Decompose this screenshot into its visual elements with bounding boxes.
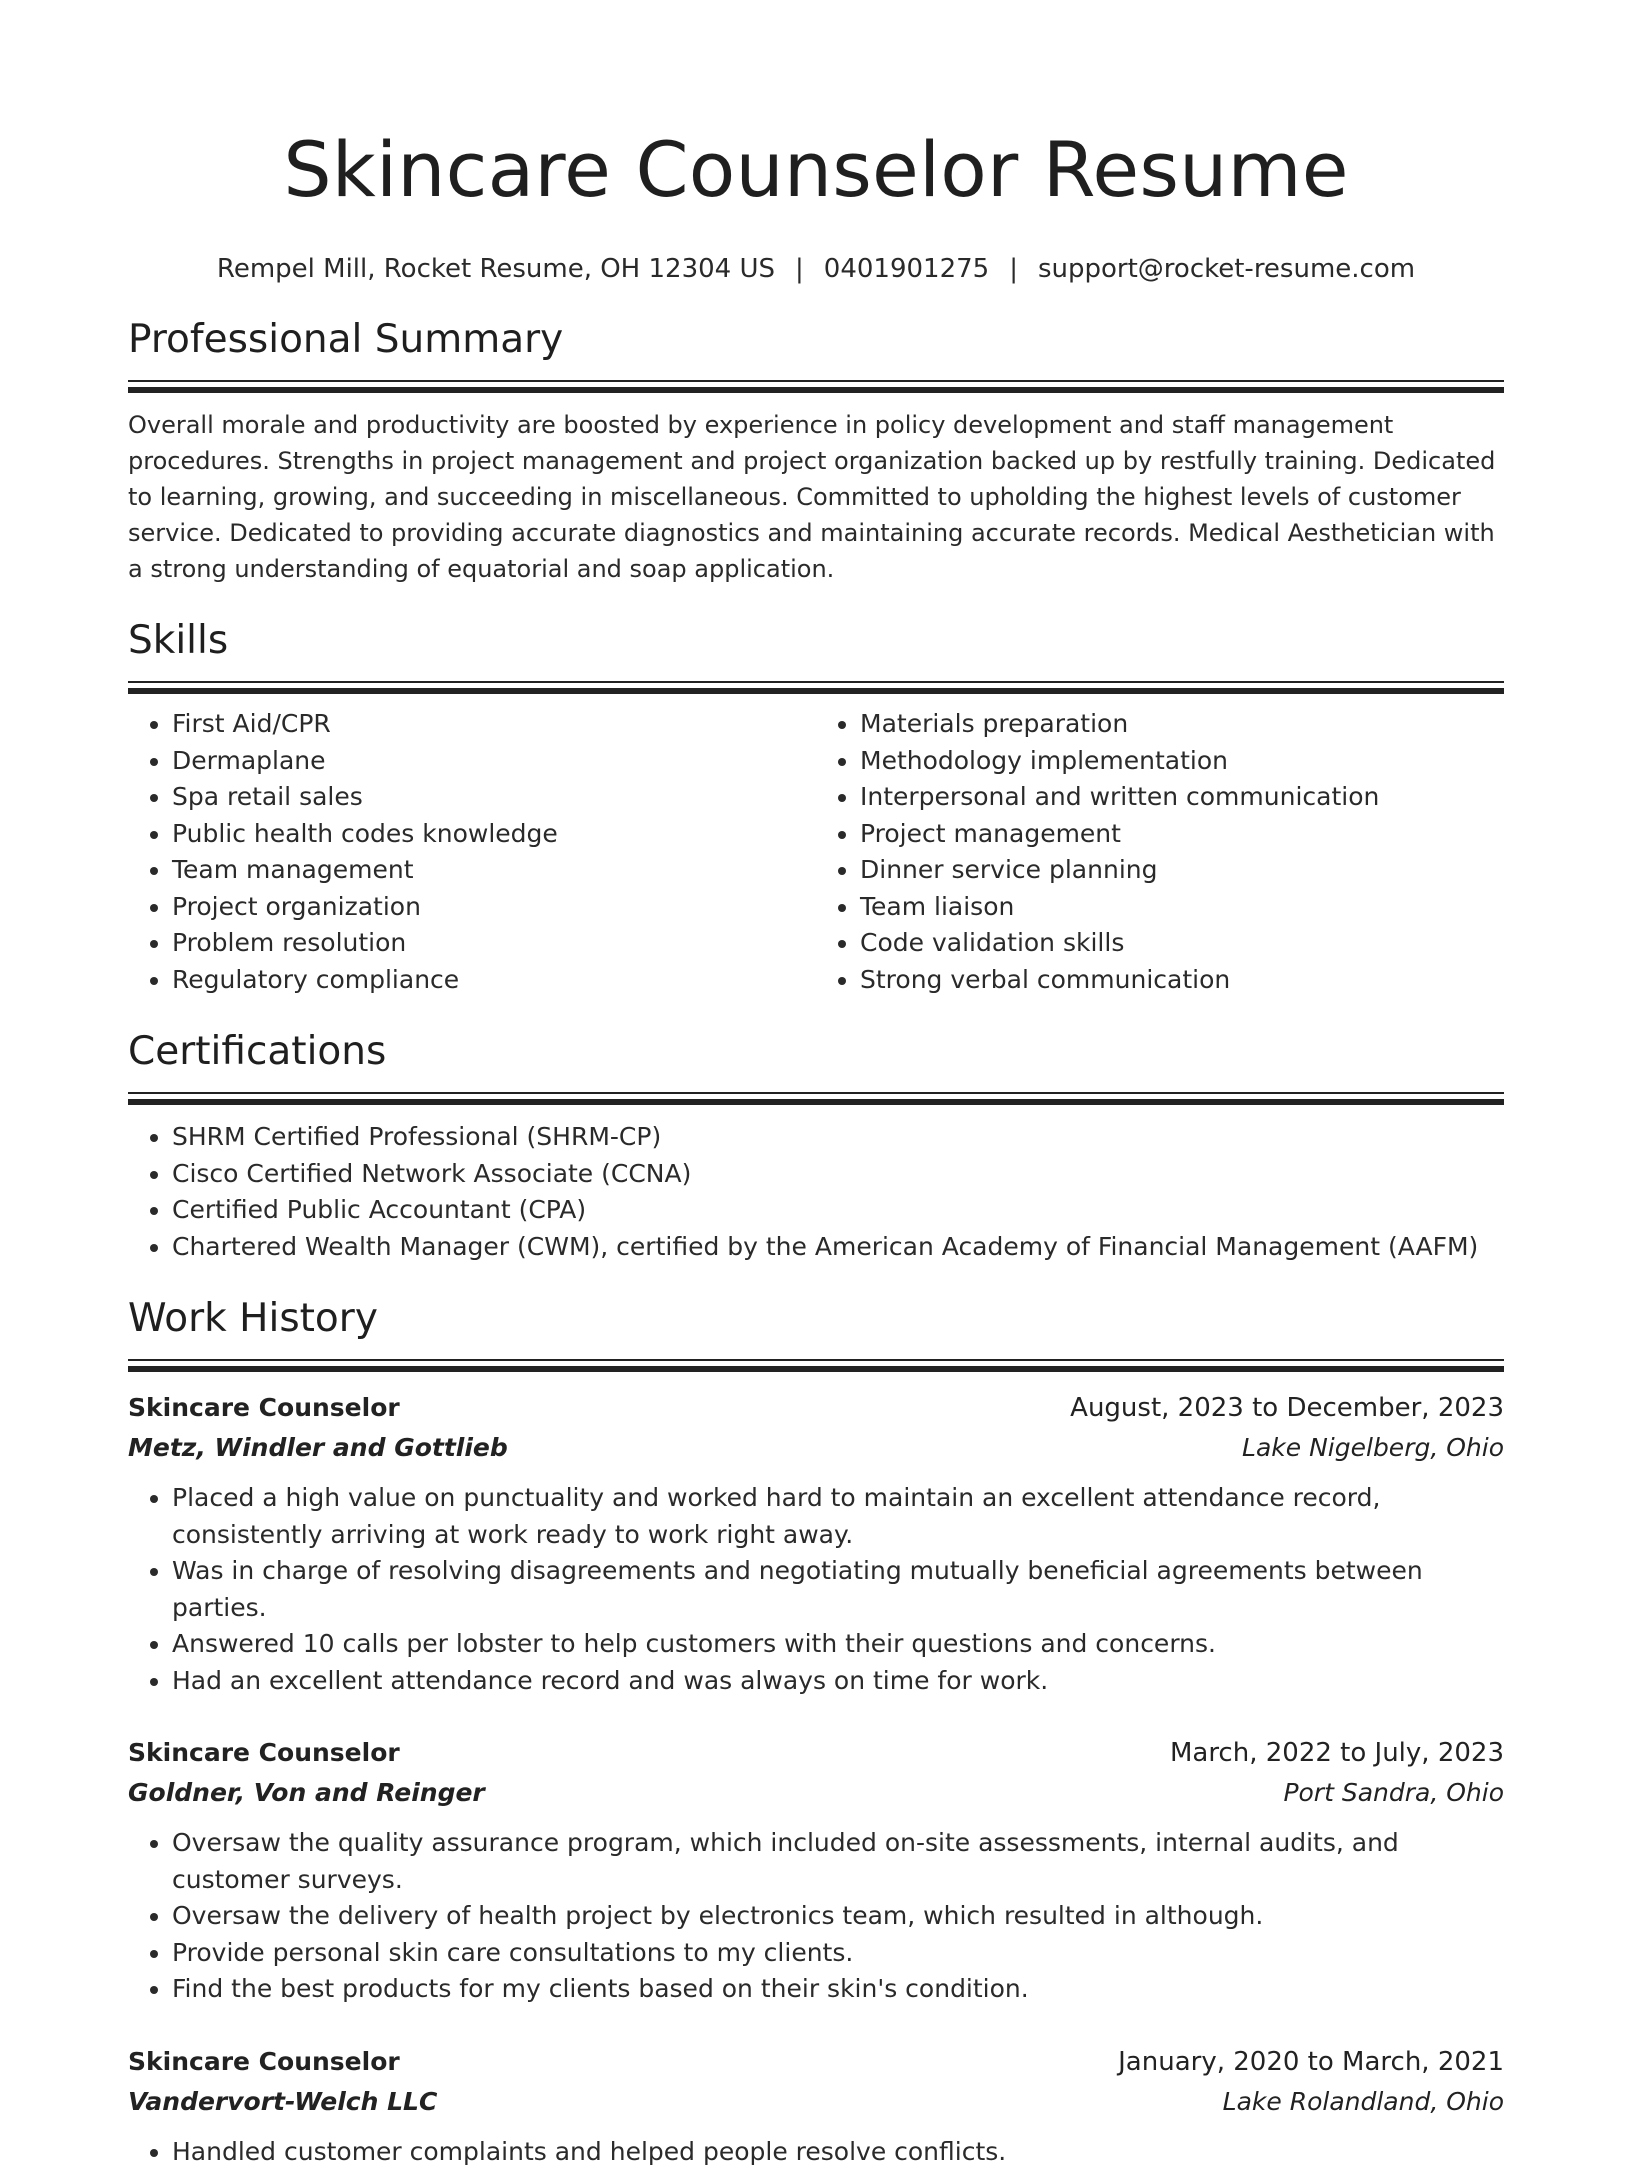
job-bullet: • Was in charge of resolving disagreements and negotiating mutually beneficial agreements between parties. (172, 1553, 1504, 1626)
section-work-history (128, 1295, 1504, 2170)
job-entry (128, 2042, 1504, 2170)
job-location: Lake Nigelberg, Ohio (1242, 1428, 1504, 1468)
section-heading: Work History (128, 1295, 1504, 1343)
job-title: Skincare Counselor (128, 1733, 400, 1773)
section-divider (128, 380, 1504, 393)
job-bullets (128, 1480, 1504, 1699)
skill-item: • Problem resolution (172, 925, 816, 962)
skills-list-right (816, 706, 1504, 998)
job-bullet: • Oversaw the quality assurance program, which included on-site assessments, internal audits, and customer surveys. (172, 1825, 1504, 1898)
skill-item: • Dinner service planning (860, 852, 1504, 889)
contact-phone: 0401901275 (824, 254, 989, 284)
section-skills (128, 617, 1504, 998)
certifications-list (128, 1119, 1504, 1265)
certification-item: • SHRM Certified Professional (SHRM-CP) (172, 1119, 1504, 1156)
job-bullet: • Placed a high value on punctuality and worked hard to maintain an excellent attendance record, consistently arriving at work ready to work right away. (172, 1480, 1504, 1553)
contact-email[interactable]: support@rocket-resume.com (1038, 254, 1415, 284)
job-bullets (128, 1825, 1504, 2008)
skill-item: • Public health codes knowledge (172, 816, 816, 853)
job-bullet: • Find the best products for my clients based on their skin's condition. (172, 1971, 1504, 2008)
skills-list-left (128, 706, 816, 998)
job-location: Lake Rolandland, Ohio (1223, 2082, 1504, 2122)
skill-item: • Spa retail sales (172, 779, 816, 816)
section-certifications (128, 1028, 1504, 1265)
job-dates: January, 2020 to March, 2021 (1118, 2042, 1504, 2082)
contact-address: Rempel Mill, Rocket Resume, OH 12304 US (217, 254, 775, 284)
certification-item: • Chartered Wealth Manager (CWM), certified by the American Academy of Financial Management (AAFM) (172, 1229, 1504, 1266)
job-location: Port Sandra, Ohio (1283, 1773, 1504, 1813)
job-bullet: • Answered 10 calls per lobster to help customers with their questions and concerns. (172, 1626, 1504, 1663)
summary-text: Overall morale and productivity are boosted by experience in policy development and staff management procedures. Strengths in project management and project organization backed up by restfully training. Dedicated to learning, growing, and succeeding in miscellaneous. Committed to upholding the highest levels of customer service. Dedicated to providing accurate diagnostics and maintaining accurate records. Medical Aesthetician with a strong understanding of equatorial and soap application. (128, 407, 1504, 587)
skill-item: • Project management (860, 816, 1504, 853)
job-entry (128, 1733, 1504, 2008)
skill-item: • First Aid/CPR (172, 706, 816, 743)
section-heading: Certifications (128, 1028, 1504, 1076)
job-dates: March, 2022 to July, 2023 (1170, 1733, 1504, 1773)
job-bullet: • Handled customer complaints and helped people resolve conflicts. (172, 2134, 1504, 2170)
job-title: Skincare Counselor (128, 1388, 400, 1428)
job-company: Goldner, Von and Reinger (128, 1773, 485, 1813)
section-heading: Skills (128, 617, 1504, 665)
job-company: Metz, Windler and Gottlieb (128, 1428, 508, 1468)
skill-item: • Strong verbal communication (860, 962, 1504, 999)
certification-item: • Certified Public Accountant (CPA) (172, 1192, 1504, 1229)
skill-item: • Dermaplane (172, 743, 816, 780)
job-bullets (128, 2134, 1504, 2170)
resume-title: Skincare Counselor Resume (128, 0, 1504, 220)
skill-item: • Project organization (172, 889, 816, 926)
job-entry (128, 1388, 1504, 1699)
section-divider (128, 1359, 1504, 1372)
certification-item: • Cisco Certified Network Associate (CCNA) (172, 1156, 1504, 1193)
section-professional-summary (128, 316, 1504, 587)
job-bullet: • Provide personal skin care consultations to my clients. (172, 1935, 1504, 1972)
contact-separator: | (795, 254, 804, 284)
skill-item: • Regulatory compliance (172, 962, 816, 999)
skill-item: • Materials preparation (860, 706, 1504, 743)
section-divider (128, 1092, 1504, 1105)
skill-item: • Code validation skills (860, 925, 1504, 962)
job-dates: August, 2023 to December, 2023 (1070, 1388, 1504, 1428)
job-title: Skincare Counselor (128, 2042, 400, 2082)
job-bullet: • Oversaw the delivery of health project by electronics team, which resulted in although. (172, 1898, 1504, 1935)
skill-item: • Team management (172, 852, 816, 889)
skill-item: • Team liaison (860, 889, 1504, 926)
section-divider (128, 681, 1504, 694)
job-bullet: • Had an excellent attendance record and was always on time for work. (172, 1663, 1504, 1700)
skill-item: • Interpersonal and written communication (860, 779, 1504, 816)
contact-separator: | (1009, 254, 1018, 284)
skill-item: • Methodology implementation (860, 743, 1504, 780)
contact-line (128, 252, 1504, 286)
job-company: Vandervort-Welch LLC (128, 2082, 437, 2122)
skills-columns (128, 706, 1504, 998)
section-heading: Professional Summary (128, 316, 1504, 364)
